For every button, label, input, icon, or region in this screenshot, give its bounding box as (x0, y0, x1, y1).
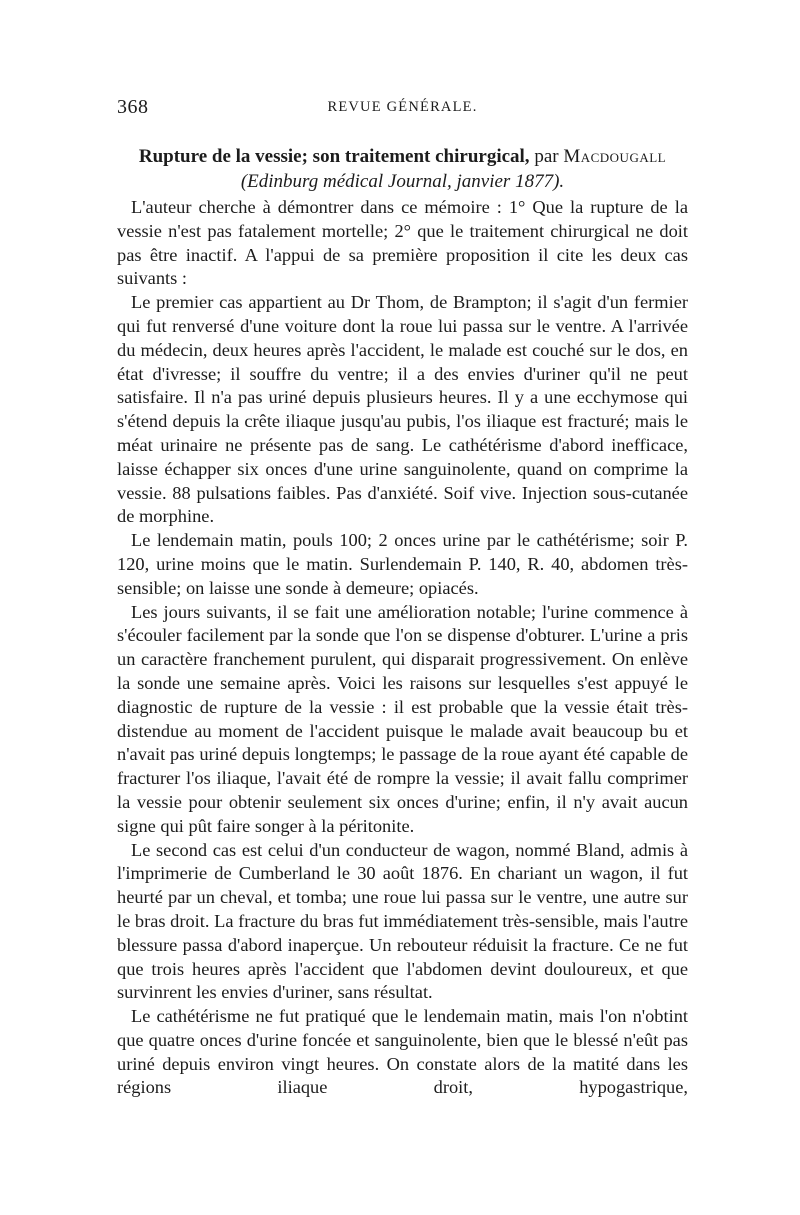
article-source: (Edinburg médical Journal, janvier 1877). (240, 171, 565, 192)
paragraph-first-case: Le premier cas appartient au Dr Thom, de Brampton; il s'agit d'un fermier qui fut renversé d'une voiture dont la roue lui passa sur le ventre. A l'arrivée du médecin, deux heures après l'accident, le malade est couché sur le dos, en état d'ivresse; il souffre du ventre; il a des envies d'uriner qu'il ne peut satisfaire. Il n'a pas uriné depuis plusieurs heures. Il y a une ecchymose qui s'étend depuis la crête iliaque jusqu'au pubis, l'os iliaque est fracturé; mais le méat urinaire ne présente pas de sang. Le cathétérisme d'abord inefficace, laisse échapper six onces d'une urine sanguinolente, quand on comprime la vessie. 88 pulsations faibles. Pas d'anxiété. Soif vive. Injection sous-cutanée de morphine. (117, 292, 688, 527)
journal-title: REVUE GÉNÉRALE. (327, 99, 478, 115)
paragraph-following-days: Les jours suivants, il se fait une amélioration notable; l'urine commence à s'écouler facilement par la sonde que l'on se dispense d'obturer. L'urine a pris un caractère franchement purulent, qui disparait progressivement. On enlève la sonde une semaine après. Voici les raisons sur lesquelles s'est appuyé le diagnostic de rupture de la vessie : il est probable que la vessie était très-distendue au moment de l'accident puisque le malade avait beaucoup bu et n'avait pas uriné depuis longtemps; le passage de la roue ayant été capable de fracturer l'os iliaque, l'avait été de rompre la vessie; il avait fallu comprimer la vessie pour obtenir seulement six onces d'urine; enfin, il n'y avait aucun signe qui pût faire songer à la péritonite. (117, 601, 688, 836)
paragraph-intro: L'auteur cherche à démontrer dans ce mémoire : 1° Que la rupture de la vessie n'est pas fatalement mortelle; 2° que le traitement chirurgical ne doit pas être inactif. A l'appui de sa première proposition il cite les deux cas suivants : (117, 197, 688, 289)
paragraph-catheterism: Le cathétérisme ne fut pratiqué que le lendemain matin, mais l'on n'obtint que quatre onces d'urine foncée et sanguinolente, bien que le blessé n'eût pas uriné depuis environ vingt heures. On constate alors de la matité dans les régions iliaque droit, hypogastrique, (117, 1006, 688, 1098)
page-number: 368 (117, 96, 149, 118)
article-body (117, 196, 688, 1100)
article-author: Macdougall (563, 146, 667, 167)
article-by: par (529, 146, 564, 167)
running-head (117, 96, 688, 120)
article-heading (117, 144, 688, 194)
paragraph-next-day: Le lendemain matin, pouls 100; 2 onces urine par le cathétérisme; soir P. 120, urine moins que le matin. Surlendemain P. 140, R. 40, abdomen très-sensible; on laisse une sonde à demeure; opiacés. (117, 530, 688, 598)
paragraph-second-case: Le second cas est celui d'un conducteur de wagon, nommé Bland, admis à l'imprimerie de Cumberland le 30 août 1876. En chariant un wagon, il fut heurté par un cheval, et tomba; une roue lui passa sur le ventre, une autre sur le bras droit. La fracture du bras fut immédiatement très-sensible, mais l'autre blessure passa d'abord inaperçue. Un rebouteur réduisit la fracture. Ce ne fut que trois heures après l'accident que l'abdomen devint douloureux, et que survinrent les envies d'uriner, sans résultat. (117, 839, 688, 1003)
article-title: Rupture de la vessie; son traitement chirurgical, (138, 146, 530, 167)
